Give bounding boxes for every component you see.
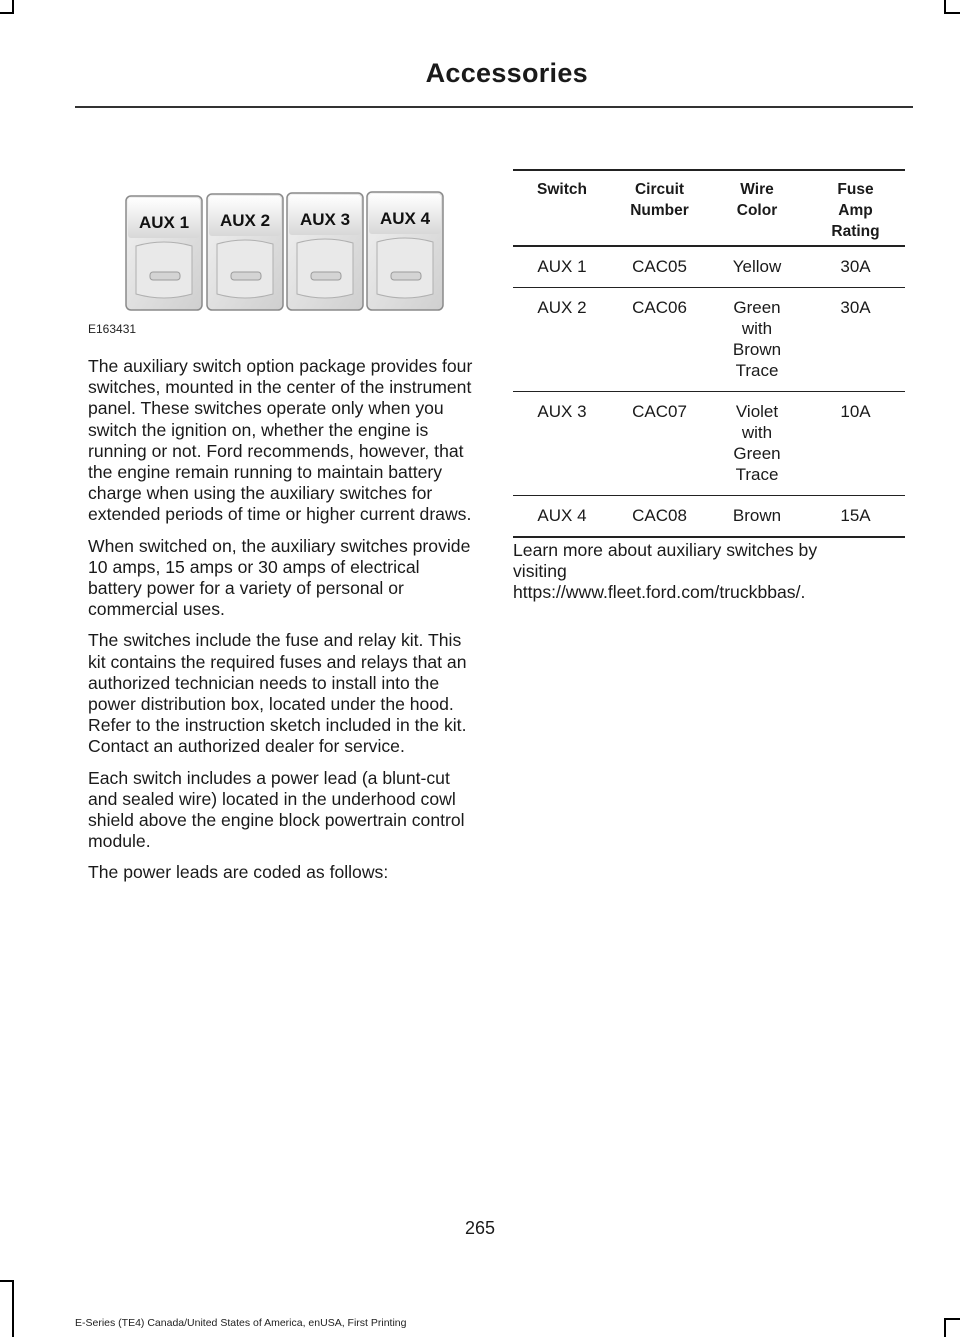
learn-more-line: visiting [513, 561, 567, 582]
cell-circuit: CAC06 [632, 298, 687, 317]
learn-more-text [513, 540, 913, 604]
crop-mark [944, 12, 960, 14]
cell-fuse: 10A [840, 402, 871, 421]
paragraph-fuse-relay-kit: The switches include the fuse and relay kit. This kit contains the required fuses and relays that an authorized technician needs to install into the power distribution box, located under the hood. Refer to the instruction sketch included in the kit. Contact an authorized dealer for service. [88, 630, 467, 757]
table-row [513, 496, 905, 538]
paragraph-overview: The auxiliary switch option package provides four switches, mounted in the center of the instrument panel. These switches operate only when you switch the ignition on, whether the engine is running or not. Ford recommends, however, that the engine remain running to maintain battery charge when using the auxiliary switches for extended periods of time or higher current draws. [88, 356, 473, 525]
cell-circuit: CAC05 [632, 257, 687, 276]
crop-mark [944, 1318, 946, 1337]
switch-aux-4 [367, 192, 443, 310]
cell-switch: AUX 1 [537, 257, 587, 276]
table-header-row [513, 170, 905, 246]
aux-4-label: AUX 4 [379, 209, 431, 228]
cell-switch: AUX 3 [537, 402, 587, 421]
header-divider [75, 106, 913, 108]
table-row [513, 392, 905, 496]
aux-2-label: AUX 2 [219, 211, 271, 230]
footer-text: E-Series (TE4) Canada/United States of America, enUSA, First Printing [75, 1317, 407, 1329]
learn-more-line: Learn more about auxiliary switches by [513, 540, 818, 560]
header-fuse-amp-rating: Fuse Amp Rating [831, 181, 880, 240]
figure-id: E163431 [88, 322, 137, 336]
header-circuit-number: Circuit Number [630, 181, 689, 219]
aux-1-label: AUX 1 [138, 213, 190, 232]
cell-color: Yellow [732, 257, 782, 276]
switch-aux-3 [287, 193, 363, 310]
paragraph-power-lead: Each switch includes a power lead (a blunt-cut and sealed wire) located in the underhood cowl shield above the engine block powertrain control module. [88, 767, 465, 852]
paragraph-amperage: When switched on, the auxiliary switches provide 10 amps, 15 amps or 30 amps of electrical battery power for a variety of personal or commercial uses. [88, 535, 471, 620]
cell-fuse: 15A [840, 506, 871, 525]
cell-fuse: 30A [840, 257, 871, 276]
switch-aux-2 [207, 194, 283, 310]
table-row [513, 246, 905, 288]
body-text [88, 356, 478, 894]
cell-color: Brown [732, 506, 782, 525]
cell-fuse: 30A [840, 298, 871, 317]
header-wire-color: Wire Color [736, 181, 778, 219]
page-number: 265 [464, 1218, 496, 1238]
cell-switch: AUX 4 [537, 506, 587, 525]
aux-switches-illustration [88, 176, 468, 338]
table-row [513, 288, 905, 392]
crop-mark [0, 1280, 14, 1282]
paragraph-coding-intro: The power leads are coded as follows: [88, 862, 389, 883]
power-lead-table [513, 169, 905, 538]
switch-aux-1 [126, 196, 202, 310]
learn-more-url[interactable]: https://www.fleet.ford.com/truckbbas/. [513, 582, 806, 603]
crop-mark [12, 1280, 14, 1337]
crop-mark [944, 1318, 960, 1320]
crop-mark [0, 12, 14, 14]
page-title: Accessories [425, 58, 588, 88]
header-switch: Switch [537, 181, 587, 198]
cell-color: Green with Brown Trace [732, 298, 782, 380]
aux-3-label: AUX 3 [299, 210, 351, 229]
cell-color: Violet with Green Trace [733, 402, 781, 484]
cell-circuit: CAC08 [632, 506, 687, 525]
cell-circuit: CAC07 [632, 402, 687, 421]
cell-switch: AUX 2 [537, 298, 587, 317]
